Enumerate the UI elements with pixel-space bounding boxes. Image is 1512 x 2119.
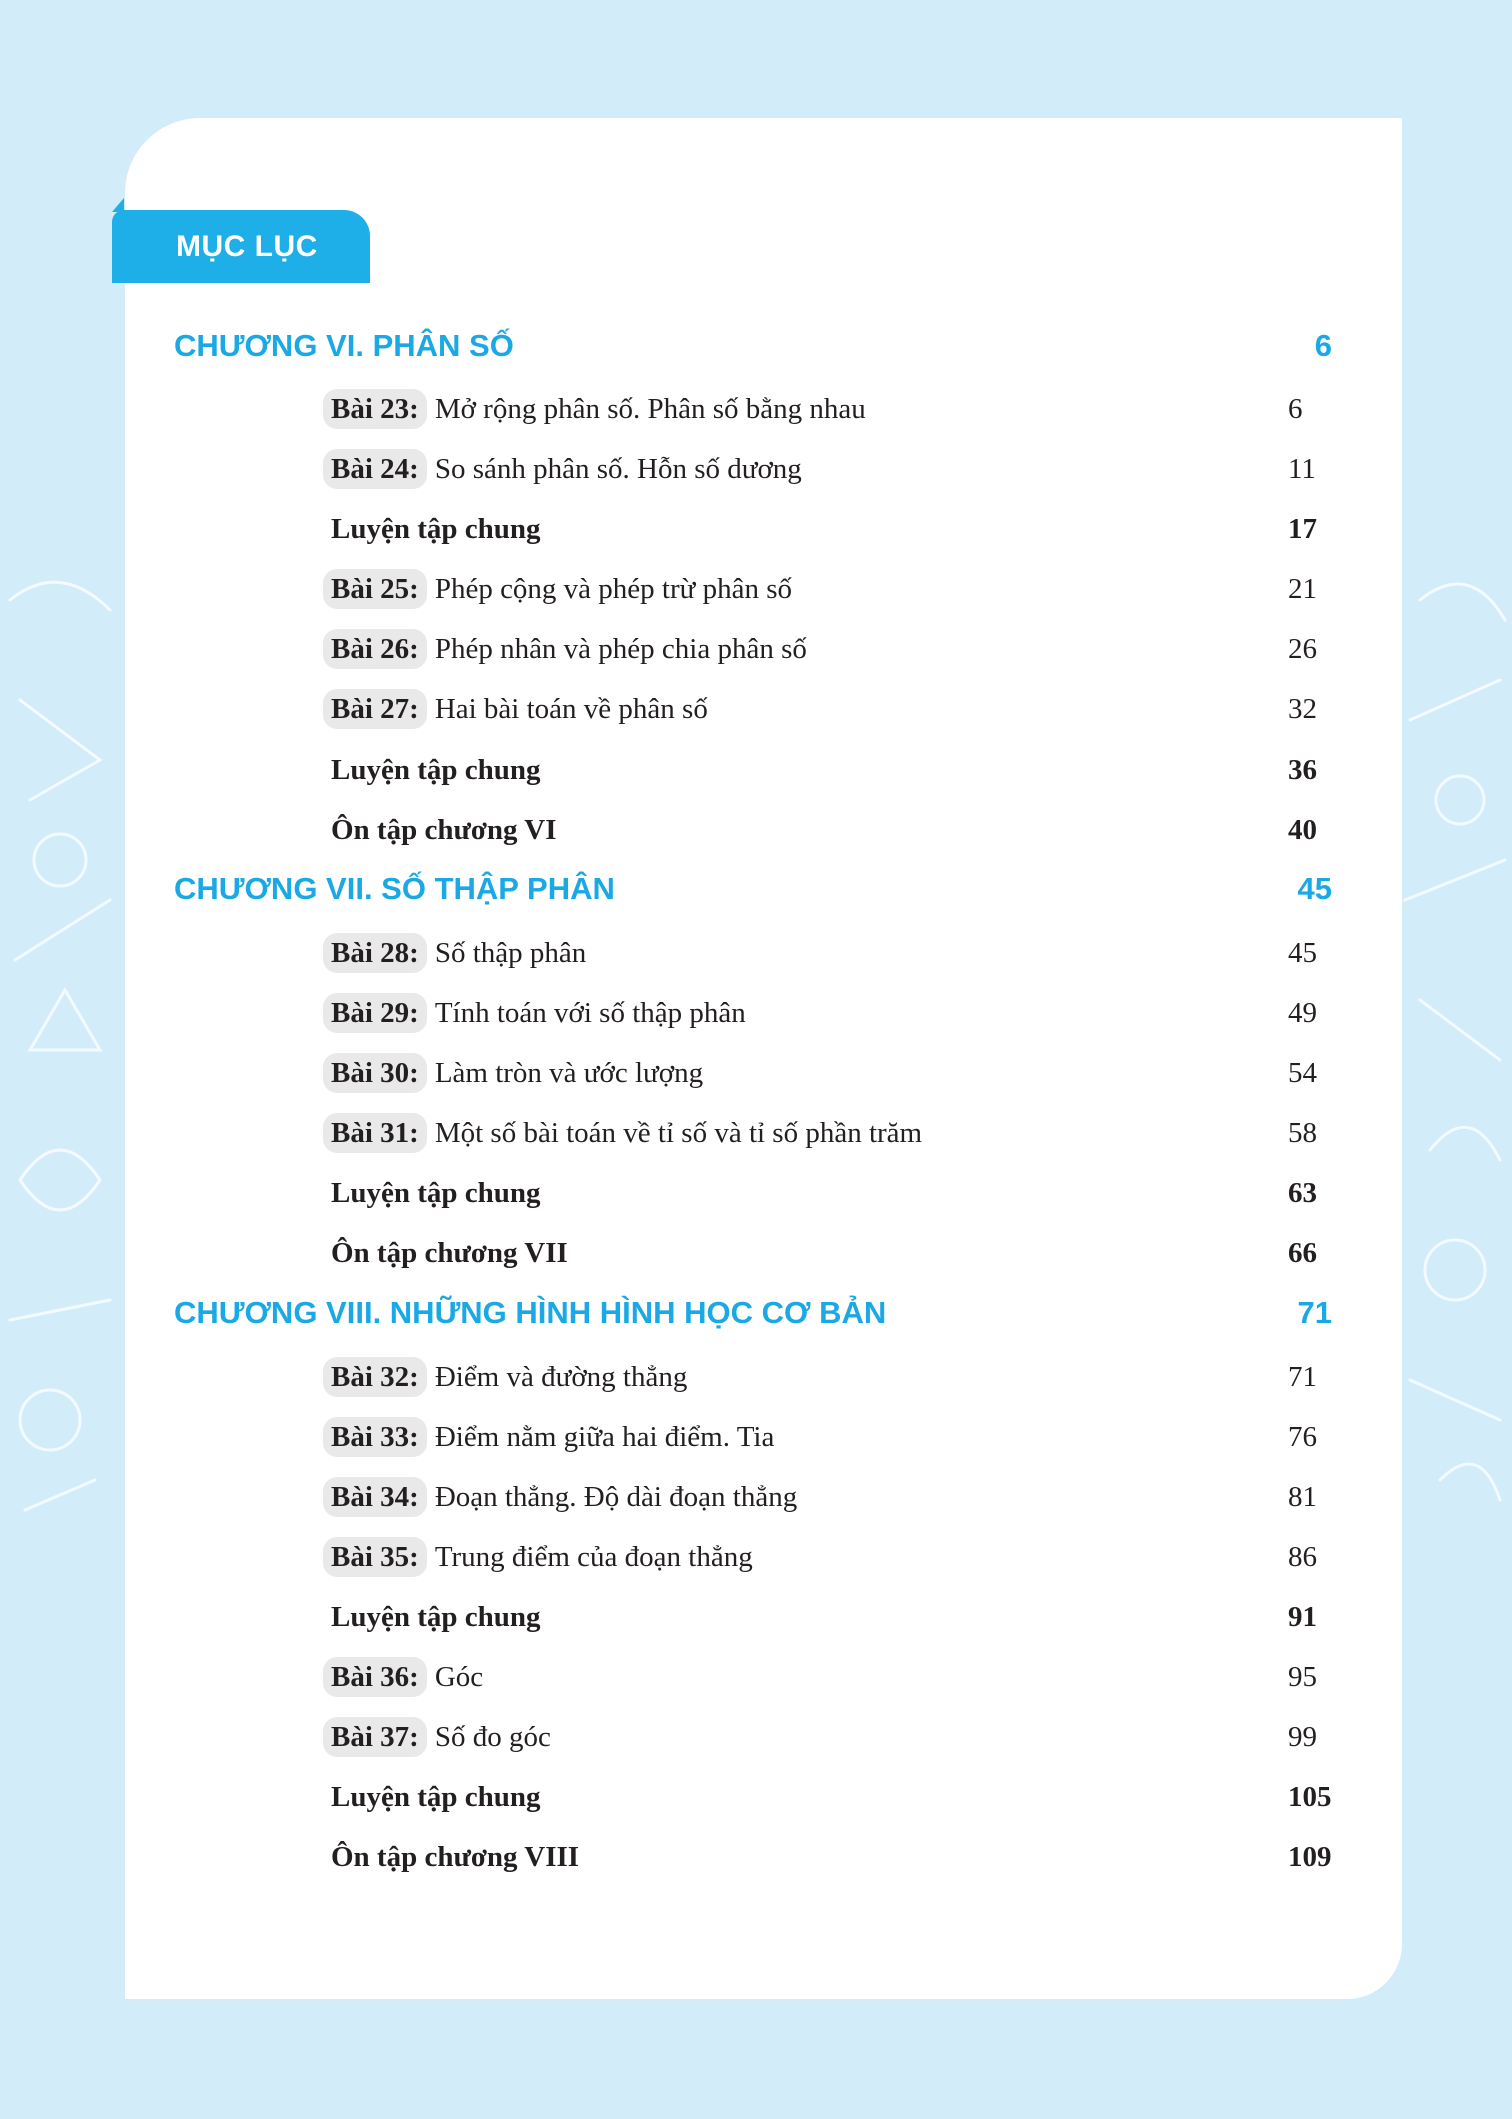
entry-page-number: 40 bbox=[1288, 814, 1317, 846]
lesson-number: Bài 32: bbox=[323, 1357, 427, 1397]
entry-page-number: 66 bbox=[1288, 1237, 1317, 1269]
entry-page-number: 36 bbox=[1288, 754, 1317, 786]
lesson-number: Bài 24: bbox=[323, 449, 427, 489]
chapter-page-number: 45 bbox=[1297, 871, 1332, 906]
lesson-number: Bài 27: bbox=[323, 689, 427, 729]
lesson-title: Mở rộng phân số. Phân số bằng nhau bbox=[434, 393, 866, 425]
section-title: Ôn tập chương VIII bbox=[331, 1841, 580, 1873]
lesson-number: Bài 31: bbox=[323, 1113, 427, 1153]
toc-entry[interactable] bbox=[0, 684, 1512, 734]
section-title: Ôn tập chương VII bbox=[331, 1237, 568, 1269]
entry-page-number: 58 bbox=[1288, 1117, 1317, 1149]
chapter-heading[interactable] bbox=[0, 321, 1512, 371]
toc-entry[interactable] bbox=[0, 928, 1512, 978]
toc-entry[interactable] bbox=[0, 1772, 1512, 1822]
section-title: Luyện tập chung bbox=[331, 1601, 541, 1633]
lesson-number: Bài 33: bbox=[323, 1417, 427, 1457]
toc-entry[interactable] bbox=[0, 1712, 1512, 1762]
toc-entry[interactable] bbox=[0, 1168, 1512, 1218]
lesson-title: Điểm nằm giữa hai điểm. Tia bbox=[434, 1421, 775, 1453]
toc-entry[interactable] bbox=[0, 988, 1512, 1038]
toc-entry[interactable] bbox=[0, 1352, 1512, 1402]
entry-page-number: 105 bbox=[1288, 1781, 1332, 1813]
entry-page-number: 26 bbox=[1288, 633, 1317, 665]
entry-page-number: 17 bbox=[1288, 513, 1317, 545]
toc-entry[interactable] bbox=[0, 1832, 1512, 1882]
section-title: Luyện tập chung bbox=[331, 1177, 541, 1209]
chapter-title: CHƯƠNG VI. PHÂN SỐ bbox=[174, 328, 514, 363]
chapter-page-number: 6 bbox=[1314, 328, 1332, 363]
lesson-title: Phép nhân và phép chia phân số bbox=[434, 633, 807, 665]
toc-entry[interactable] bbox=[0, 1228, 1512, 1278]
toc-entry[interactable] bbox=[0, 1472, 1512, 1522]
toc-entry[interactable] bbox=[0, 624, 1512, 674]
lesson-title: Phép cộng và phép trừ phân số bbox=[434, 573, 793, 605]
section-title: Luyện tập chung bbox=[331, 1781, 541, 1813]
toc-header-tab bbox=[112, 210, 370, 283]
lesson-title: Trung điểm của đoạn thẳng bbox=[434, 1541, 753, 1573]
entry-page-number: 109 bbox=[1288, 1841, 1332, 1873]
entry-page-number: 49 bbox=[1288, 997, 1317, 1029]
chapter-heading[interactable] bbox=[0, 864, 1512, 914]
lesson-number: Bài 29: bbox=[323, 993, 427, 1033]
lesson-number: Bài 25: bbox=[323, 569, 427, 609]
lesson-number: Bài 28: bbox=[323, 933, 427, 973]
lesson-title: Điểm và đường thẳng bbox=[434, 1361, 688, 1393]
entry-page-number: 21 bbox=[1288, 573, 1317, 605]
lesson-number: Bài 30: bbox=[323, 1053, 427, 1093]
entry-page-number: 6 bbox=[1288, 393, 1303, 425]
lesson-title: Một số bài toán về tỉ số và tỉ số phần trăm bbox=[434, 1117, 923, 1149]
toc-entry[interactable] bbox=[0, 1532, 1512, 1582]
lesson-title: Tính toán với số thập phân bbox=[434, 997, 746, 1029]
lesson-number: Bài 35: bbox=[323, 1537, 427, 1577]
section-title: Luyện tập chung bbox=[331, 513, 541, 545]
toc-entry[interactable] bbox=[0, 805, 1512, 855]
entry-page-number: 76 bbox=[1288, 1421, 1317, 1453]
toc-entry[interactable] bbox=[0, 745, 1512, 795]
section-title: Ôn tập chương VI bbox=[331, 814, 557, 846]
entry-page-number: 63 bbox=[1288, 1177, 1317, 1209]
toc-entry[interactable] bbox=[0, 1652, 1512, 1702]
toc-entry[interactable] bbox=[0, 1108, 1512, 1158]
entry-page-number: 81 bbox=[1288, 1481, 1317, 1513]
toc-header-title: MỤC LỤC bbox=[176, 229, 318, 263]
lesson-title: Số thập phân bbox=[434, 937, 587, 969]
section-title: Luyện tập chung bbox=[331, 754, 541, 786]
entry-page-number: 99 bbox=[1288, 1721, 1317, 1753]
lesson-number: Bài 34: bbox=[323, 1477, 427, 1517]
lesson-number: Bài 23: bbox=[323, 389, 427, 429]
entry-page-number: 91 bbox=[1288, 1601, 1317, 1633]
entry-page-number: 71 bbox=[1288, 1361, 1317, 1393]
entry-page-number: 11 bbox=[1288, 453, 1316, 485]
lesson-title: Góc bbox=[434, 1661, 484, 1693]
chapter-title: CHƯƠNG VII. SỐ THẬP PHÂN bbox=[174, 871, 615, 906]
lesson-title: So sánh phân số. Hỗn số dương bbox=[434, 453, 802, 485]
chapter-title: CHƯƠNG VIII. NHỮNG HÌNH HÌNH HỌC CƠ BẢN bbox=[174, 1295, 887, 1330]
toc-entry[interactable] bbox=[0, 1048, 1512, 1098]
toc-entry[interactable] bbox=[0, 1412, 1512, 1462]
lesson-title: Đoạn thẳng. Độ dài đoạn thẳng bbox=[434, 1481, 798, 1513]
entry-page-number: 45 bbox=[1288, 937, 1317, 969]
lesson-number: Bài 26: bbox=[323, 629, 427, 669]
lesson-number: Bài 36: bbox=[323, 1657, 427, 1697]
toc-entry[interactable] bbox=[0, 1592, 1512, 1642]
entry-page-number: 32 bbox=[1288, 693, 1317, 725]
chapter-page-number: 71 bbox=[1297, 1295, 1332, 1330]
toc-entry[interactable] bbox=[0, 504, 1512, 554]
entry-page-number: 95 bbox=[1288, 1661, 1317, 1693]
lesson-title: Hai bài toán về phân số bbox=[434, 693, 708, 725]
entry-page-number: 86 bbox=[1288, 1541, 1317, 1573]
lesson-number: Bài 37: bbox=[323, 1717, 427, 1757]
chapter-heading[interactable] bbox=[0, 1288, 1512, 1338]
lesson-title: Làm tròn và ước lượng bbox=[434, 1057, 704, 1089]
lesson-title: Số đo góc bbox=[434, 1721, 551, 1753]
toc-entry[interactable] bbox=[0, 384, 1512, 434]
entry-page-number: 54 bbox=[1288, 1057, 1317, 1089]
toc-entry[interactable] bbox=[0, 444, 1512, 494]
toc-entry[interactable] bbox=[0, 564, 1512, 614]
